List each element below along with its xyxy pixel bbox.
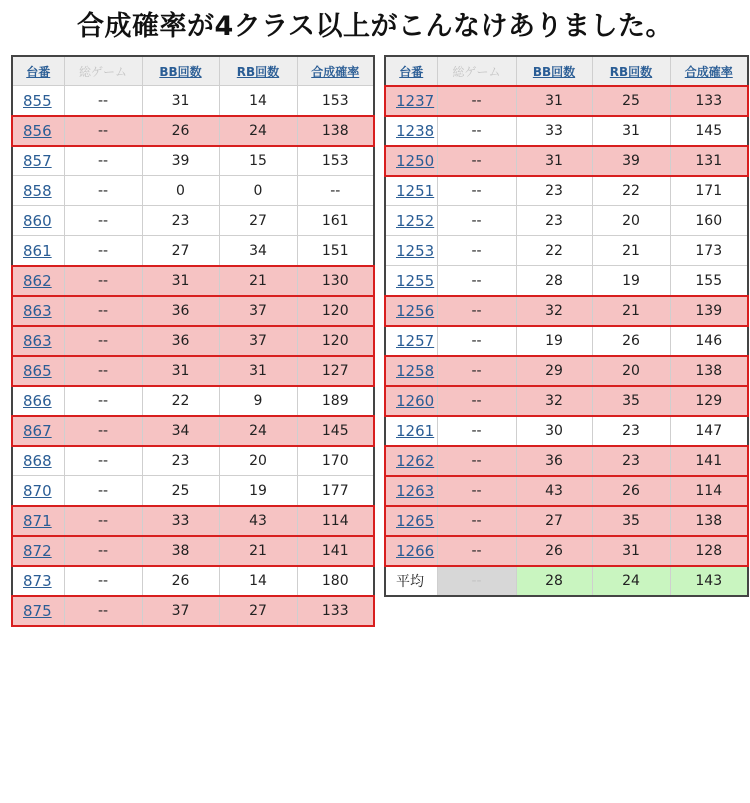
bb-count-cell: 36 xyxy=(516,446,592,476)
machine-number-cell xyxy=(385,206,437,236)
machine-number-cell xyxy=(12,446,64,476)
table-row xyxy=(385,416,748,446)
table-row xyxy=(385,446,748,476)
machine-number-link[interactable]: 873 xyxy=(23,571,52,590)
header-combined-rate[interactable]: 合成確率 xyxy=(670,56,748,86)
rb-count-cell: 14 xyxy=(219,566,297,596)
machine-number-link[interactable]: 870 xyxy=(23,481,52,500)
machine-number-link[interactable]: 1260 xyxy=(396,391,435,410)
machine-number-link[interactable]: 871 xyxy=(23,511,52,530)
combined-rate-cell: 128 xyxy=(670,536,748,566)
machine-number-cell xyxy=(385,506,437,536)
combined-rate-cell: 138 xyxy=(670,356,748,386)
bb-count-cell: 26 xyxy=(142,116,219,146)
bb-count-cell: 26 xyxy=(142,566,219,596)
total-games-cell: -- xyxy=(437,296,516,326)
machine-number-cell xyxy=(12,86,64,116)
table-row xyxy=(12,416,374,446)
table-row xyxy=(12,116,374,146)
machine-number-link[interactable]: 1266 xyxy=(396,541,435,560)
bb-count-cell: 25 xyxy=(142,476,219,506)
rb-count-cell: 21 xyxy=(592,236,670,266)
table-row xyxy=(12,536,374,566)
machine-number-cell xyxy=(385,476,437,506)
combined-rate-cell: 133 xyxy=(670,86,748,116)
machine-number-cell xyxy=(385,326,437,356)
bb-count-cell: 31 xyxy=(516,146,592,176)
table-row xyxy=(12,176,374,206)
bb-count-cell: 27 xyxy=(142,236,219,266)
machine-number-link[interactable]: 866 xyxy=(23,391,52,410)
average-rate: 143 xyxy=(670,566,748,597)
machine-number-cell xyxy=(12,266,64,296)
rb-count-cell: 25 xyxy=(592,86,670,116)
rb-count-cell: 26 xyxy=(592,326,670,356)
bb-count-cell: 36 xyxy=(142,296,219,326)
machine-number-cell xyxy=(12,506,64,536)
bb-count-cell: 19 xyxy=(516,326,592,356)
header-machine-number[interactable]: 台番 xyxy=(385,56,437,86)
rb-count-cell: 19 xyxy=(219,476,297,506)
table-row xyxy=(385,356,748,386)
machine-number-link[interactable]: 867 xyxy=(23,421,52,440)
machine-number-cell xyxy=(385,146,437,176)
table-row xyxy=(12,206,374,236)
total-games-cell: -- xyxy=(437,146,516,176)
bb-count-cell: 27 xyxy=(516,506,592,536)
machine-number-cell xyxy=(12,476,64,506)
bb-count-cell: 33 xyxy=(142,506,219,536)
rb-count-cell: 20 xyxy=(592,356,670,386)
rb-count-cell: 31 xyxy=(592,536,670,566)
machine-number-link[interactable]: 1257 xyxy=(396,331,435,350)
machine-number-link[interactable]: 1261 xyxy=(396,421,435,440)
machine-number-link[interactable]: 1252 xyxy=(396,211,435,230)
combined-rate-cell: 147 xyxy=(670,416,748,446)
machine-number-link[interactable]: 863 xyxy=(23,331,52,350)
combined-rate-cell: 170 xyxy=(297,446,374,476)
rb-count-cell: 22 xyxy=(592,176,670,206)
rb-count-cell: 24 xyxy=(219,116,297,146)
header-combined-rate[interactable]: 合成確率 xyxy=(297,56,374,86)
table-header xyxy=(385,56,748,86)
combined-rate-cell: 120 xyxy=(297,296,374,326)
rb-count-cell: 31 xyxy=(592,116,670,146)
right-data-table xyxy=(384,55,749,597)
rb-count-cell: 20 xyxy=(592,206,670,236)
machine-number-cell xyxy=(385,266,437,296)
combined-rate-cell: 138 xyxy=(670,506,748,536)
total-games-cell: -- xyxy=(437,206,516,236)
machine-number-cell xyxy=(12,206,64,236)
table-row xyxy=(12,146,374,176)
total-games-cell: -- xyxy=(64,236,142,266)
rb-count-cell: 14 xyxy=(219,86,297,116)
total-games-cell: -- xyxy=(437,386,516,416)
combined-rate-cell: 153 xyxy=(297,86,374,116)
rb-count-cell: 26 xyxy=(592,476,670,506)
bb-count-cell: 32 xyxy=(516,386,592,416)
total-games-cell: -- xyxy=(64,86,142,116)
machine-number-cell xyxy=(12,236,64,266)
machine-number-link[interactable]: 1262 xyxy=(396,451,435,470)
total-games-cell: -- xyxy=(64,536,142,566)
total-games-cell: -- xyxy=(64,206,142,236)
total-games-cell: -- xyxy=(437,446,516,476)
combined-rate-cell: 130 xyxy=(297,266,374,296)
combined-rate-cell: 145 xyxy=(670,116,748,146)
bb-count-cell: 30 xyxy=(516,416,592,446)
bb-count-cell: 23 xyxy=(516,176,592,206)
machine-number-link[interactable]: 855 xyxy=(23,91,52,110)
table-row xyxy=(12,386,374,416)
combined-rate-cell: 171 xyxy=(670,176,748,206)
table-row xyxy=(385,206,748,236)
rb-count-cell: 15 xyxy=(219,146,297,176)
machine-number-cell xyxy=(12,536,64,566)
machine-number-cell xyxy=(385,446,437,476)
table-row xyxy=(12,356,374,386)
rb-count-cell: 37 xyxy=(219,296,297,326)
machine-number-link[interactable]: 1237 xyxy=(396,91,435,110)
machine-number-link[interactable]: 861 xyxy=(23,241,52,260)
combined-rate-cell: 173 xyxy=(670,236,748,266)
rb-count-cell: 20 xyxy=(219,446,297,476)
total-games-cell: -- xyxy=(437,176,516,206)
average-rb: 24 xyxy=(592,566,670,597)
combined-rate-cell: -- xyxy=(297,176,374,206)
bb-count-cell: 28 xyxy=(516,266,592,296)
combined-rate-cell: 160 xyxy=(670,206,748,236)
bb-count-cell: 0 xyxy=(142,176,219,206)
bb-count-cell: 33 xyxy=(516,116,592,146)
total-games-cell: -- xyxy=(64,506,142,536)
total-games-cell: -- xyxy=(437,476,516,506)
machine-number-cell xyxy=(12,296,64,326)
combined-rate-cell: 139 xyxy=(670,296,748,326)
combined-rate-cell: 138 xyxy=(297,116,374,146)
bb-count-cell: 22 xyxy=(142,386,219,416)
table-row xyxy=(385,536,748,566)
machine-number-cell xyxy=(12,116,64,146)
machine-number-cell xyxy=(12,566,64,596)
table-row xyxy=(12,446,374,476)
machine-number-link[interactable]: 1258 xyxy=(396,361,435,380)
total-games-cell: -- xyxy=(437,356,516,386)
total-games-cell: -- xyxy=(437,236,516,266)
machine-number-link[interactable]: 856 xyxy=(23,121,52,140)
machine-number-link[interactable]: 1253 xyxy=(396,241,435,260)
combined-rate-cell: 180 xyxy=(297,566,374,596)
table-row xyxy=(12,476,374,506)
combined-rate-cell: 145 xyxy=(297,416,374,446)
average-row xyxy=(385,566,748,597)
machine-number-cell xyxy=(12,146,64,176)
table-row xyxy=(12,266,374,296)
table-row xyxy=(12,296,374,326)
combined-rate-cell: 133 xyxy=(297,596,374,627)
table-row xyxy=(12,236,374,266)
combined-rate-cell: 131 xyxy=(670,146,748,176)
machine-number-cell xyxy=(12,416,64,446)
total-games-cell: -- xyxy=(64,446,142,476)
machine-number-link[interactable]: 860 xyxy=(23,211,52,230)
average-games: -- xyxy=(437,566,516,597)
rb-count-cell: 27 xyxy=(219,206,297,236)
combined-rate-cell: 129 xyxy=(670,386,748,416)
rb-count-cell: 23 xyxy=(592,446,670,476)
table-row xyxy=(385,326,748,356)
bb-count-cell: 38 xyxy=(142,536,219,566)
combined-rate-cell: 189 xyxy=(297,386,374,416)
rb-count-cell: 34 xyxy=(219,236,297,266)
table-row xyxy=(385,116,748,146)
table-row xyxy=(12,326,374,356)
bb-count-cell: 23 xyxy=(142,206,219,236)
combined-rate-cell: 161 xyxy=(297,206,374,236)
machine-number-link[interactable]: 872 xyxy=(23,541,52,560)
combined-rate-cell: 141 xyxy=(297,536,374,566)
total-games-cell: -- xyxy=(64,326,142,356)
machine-number-link[interactable]: 1251 xyxy=(396,181,435,200)
bb-count-cell: 43 xyxy=(516,476,592,506)
total-games-cell: -- xyxy=(64,146,142,176)
rb-count-cell: 37 xyxy=(219,326,297,356)
bb-count-cell: 31 xyxy=(142,356,219,386)
rb-count-cell: 39 xyxy=(592,146,670,176)
rb-count-cell: 21 xyxy=(592,296,670,326)
table-row xyxy=(385,176,748,206)
combined-rate-cell: 177 xyxy=(297,476,374,506)
bb-count-cell: 29 xyxy=(516,356,592,386)
table-row xyxy=(12,506,374,536)
rb-count-cell: 43 xyxy=(219,506,297,536)
table-row xyxy=(385,476,748,506)
machine-number-cell xyxy=(385,236,437,266)
bb-count-cell: 36 xyxy=(142,326,219,356)
machine-number-link[interactable]: 857 xyxy=(23,151,52,170)
machine-number-cell xyxy=(12,596,64,627)
rb-count-cell: 27 xyxy=(219,596,297,627)
table-row xyxy=(385,86,748,116)
rb-count-cell: 24 xyxy=(219,416,297,446)
combined-rate-cell: 127 xyxy=(297,356,374,386)
machine-number-link[interactable]: 1238 xyxy=(396,121,435,140)
combined-rate-cell: 151 xyxy=(297,236,374,266)
table-row xyxy=(385,296,748,326)
total-games-cell: -- xyxy=(64,176,142,206)
machine-number-link[interactable]: 1265 xyxy=(396,511,435,530)
total-games-cell: -- xyxy=(64,596,142,627)
average-bb: 28 xyxy=(516,566,592,597)
bb-count-cell: 31 xyxy=(142,266,219,296)
combined-rate-cell: 155 xyxy=(670,266,748,296)
total-games-cell: -- xyxy=(64,266,142,296)
header-bb-count[interactable]: BB回数 xyxy=(142,56,219,86)
machine-number-link[interactable]: 1263 xyxy=(396,481,435,500)
rb-count-cell: 23 xyxy=(592,416,670,446)
header-rb-count[interactable]: RB回数 xyxy=(592,56,670,86)
machine-number-link[interactable]: 1255 xyxy=(396,271,435,290)
machine-number-cell xyxy=(12,356,64,386)
total-games-cell: -- xyxy=(437,536,516,566)
total-games-cell: -- xyxy=(64,296,142,326)
table-row xyxy=(385,146,748,176)
total-games-cell: -- xyxy=(64,386,142,416)
combined-rate-cell: 153 xyxy=(297,146,374,176)
rb-count-cell: 0 xyxy=(219,176,297,206)
machine-number-cell xyxy=(385,296,437,326)
machine-number-cell xyxy=(385,356,437,386)
total-games-cell: -- xyxy=(437,326,516,356)
bb-count-cell: 26 xyxy=(516,536,592,566)
machine-number-cell xyxy=(12,386,64,416)
table-row xyxy=(385,506,748,536)
header-bb-count[interactable]: BB回数 xyxy=(516,56,592,86)
machine-number-link[interactable]: 865 xyxy=(23,361,52,380)
table-row xyxy=(385,386,748,416)
rb-count-cell: 19 xyxy=(592,266,670,296)
machine-number-cell xyxy=(385,416,437,446)
total-games-cell: -- xyxy=(64,356,142,386)
average-label: 平均 xyxy=(385,566,437,597)
machine-number-cell xyxy=(12,176,64,206)
machine-number-link[interactable]: 858 xyxy=(23,181,52,200)
table-header xyxy=(12,56,374,86)
machine-number-cell xyxy=(12,326,64,356)
machine-number-cell xyxy=(385,536,437,566)
machine-number-cell xyxy=(385,386,437,416)
machine-number-cell xyxy=(385,176,437,206)
left-data-table xyxy=(11,55,375,627)
rb-count-cell: 35 xyxy=(592,506,670,536)
total-games-cell: -- xyxy=(437,116,516,146)
bb-count-cell: 39 xyxy=(142,146,219,176)
total-games-cell: -- xyxy=(437,86,516,116)
total-games-cell: -- xyxy=(64,476,142,506)
header-machine-number[interactable]: 台番 xyxy=(12,56,64,86)
rb-count-cell: 21 xyxy=(219,266,297,296)
bb-count-cell: 23 xyxy=(142,446,219,476)
bb-count-cell: 22 xyxy=(516,236,592,266)
header-rb-count[interactable]: RB回数 xyxy=(219,56,297,86)
table-row xyxy=(12,86,374,116)
header-total-games: 総ゲーム xyxy=(64,56,142,86)
machine-number-cell xyxy=(385,116,437,146)
machine-number-link[interactable]: 1250 xyxy=(396,151,435,170)
total-games-cell: -- xyxy=(437,506,516,536)
machine-number-link[interactable]: 863 xyxy=(23,301,52,320)
bb-count-cell: 37 xyxy=(142,596,219,627)
page-title: 合成確率が4クラス以上がこんなけありました。 xyxy=(77,11,673,42)
combined-rate-cell: 141 xyxy=(670,446,748,476)
total-games-cell: -- xyxy=(437,266,516,296)
machine-number-link[interactable]: 875 xyxy=(23,601,52,620)
total-games-cell: -- xyxy=(64,566,142,596)
machine-number-link[interactable]: 1256 xyxy=(396,301,435,320)
header-total-games: 総ゲーム xyxy=(437,56,516,86)
combined-rate-cell: 146 xyxy=(670,326,748,356)
total-games-cell: -- xyxy=(64,416,142,446)
bb-count-cell: 31 xyxy=(516,86,592,116)
total-games-cell: -- xyxy=(437,416,516,446)
table-row xyxy=(12,566,374,596)
bb-count-cell: 31 xyxy=(142,86,219,116)
table-row xyxy=(385,266,748,296)
rb-count-cell: 9 xyxy=(219,386,297,416)
total-games-cell: -- xyxy=(64,116,142,146)
table-row xyxy=(385,236,748,266)
combined-rate-cell: 114 xyxy=(670,476,748,506)
machine-number-cell xyxy=(385,86,437,116)
rb-count-cell: 31 xyxy=(219,356,297,386)
combined-rate-cell: 120 xyxy=(297,326,374,356)
machine-number-link[interactable]: 862 xyxy=(23,271,52,290)
table-row xyxy=(12,596,374,627)
rb-count-cell: 21 xyxy=(219,536,297,566)
bb-count-cell: 23 xyxy=(516,206,592,236)
bb-count-cell: 32 xyxy=(516,296,592,326)
rb-count-cell: 35 xyxy=(592,386,670,416)
bb-count-cell: 34 xyxy=(142,416,219,446)
combined-rate-cell: 114 xyxy=(297,506,374,536)
machine-number-link[interactable]: 868 xyxy=(23,451,52,470)
